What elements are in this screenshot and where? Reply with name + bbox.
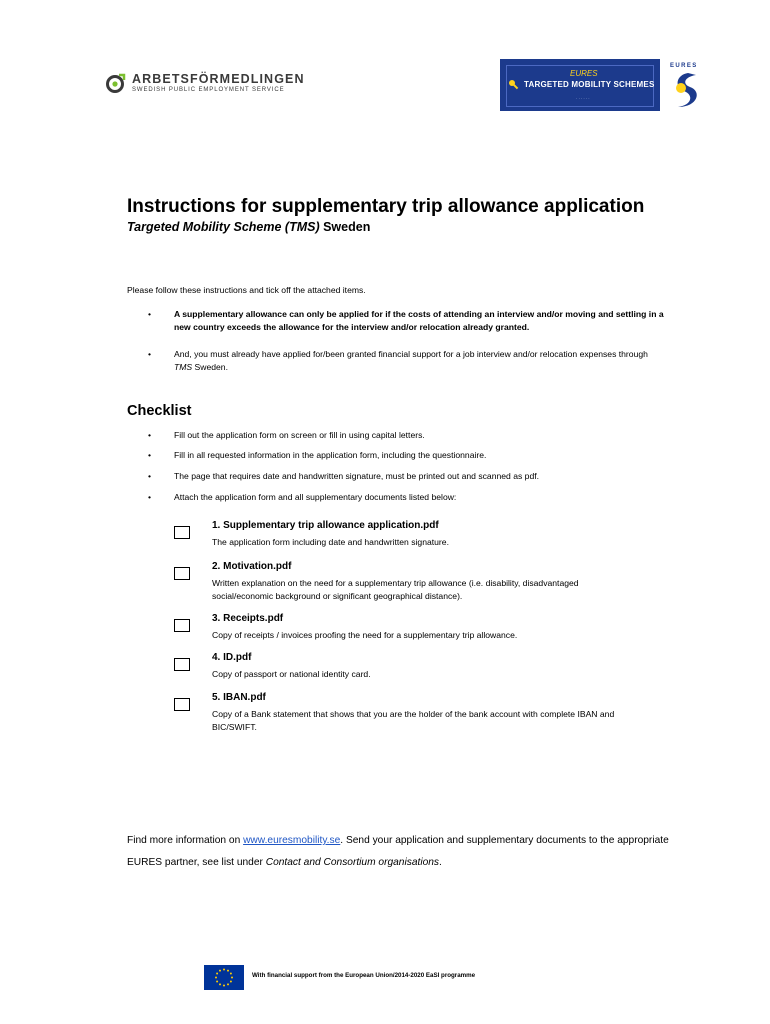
requirement-1: A supplementary allowance can only be applied for if the costs of attending an interview and/or moving and settling in a new country exceeds the allowance for the interview and/or relocation already granted. bbox=[174, 309, 664, 332]
subtitle-italic: Targeted Mobility Scheme (TMS) bbox=[127, 220, 320, 234]
item-name: 2. Motivation.pdf bbox=[212, 561, 292, 572]
checklist-heading: Checklist bbox=[127, 403, 192, 419]
checkbox-receipts[interactable] bbox=[174, 619, 190, 632]
item-name: 1. Supplementary trip allowance application.pdf bbox=[212, 520, 439, 531]
item-desc: Copy of receipts / invoices proofing the need for a supplementary trip allowance. bbox=[212, 630, 518, 640]
eures-banner-label: EURES bbox=[570, 69, 598, 78]
eures-brand-label: EURES bbox=[670, 63, 698, 69]
checkbox-iban[interactable] bbox=[174, 698, 190, 711]
item-desc: Copy of a Bank statement that shows that you are the holder of the bank account with complete IBAN and BIC/SWIFT. bbox=[212, 709, 615, 732]
checkbox-motivation[interactable] bbox=[174, 567, 190, 580]
eu-flag bbox=[204, 965, 244, 990]
arbetsformedlingen-logo bbox=[104, 70, 305, 96]
eures-brand bbox=[668, 61, 704, 109]
eures-mobility-link[interactable]: www.euresmobility.se bbox=[243, 835, 341, 846]
item-name: 3. Receipts.pdf bbox=[212, 613, 284, 624]
item-name: 4. ID.pdf bbox=[212, 652, 252, 663]
item-name: 5. IBAN.pdf bbox=[212, 692, 266, 703]
eures-logo bbox=[500, 59, 703, 111]
checkbox-application[interactable] bbox=[174, 526, 190, 539]
eures-banner-small: · · · · · · bbox=[576, 96, 590, 101]
eures-banner bbox=[500, 59, 660, 111]
eures-banner-title: TARGETED MOBILITY SCHEMES bbox=[524, 80, 655, 89]
key-icon bbox=[508, 79, 520, 91]
af-name: ARBETSFÖRMEDLINGEN bbox=[132, 71, 305, 86]
item-desc: The application form including date and handwritten signature. bbox=[212, 537, 449, 547]
page-title: Instructions for supplementary trip allowance application bbox=[127, 196, 645, 217]
eu-support-text: With financial support from the European Union/2014-2020 EaSI programme bbox=[252, 972, 476, 979]
af-subtitle: SWEDISH PUBLIC EMPLOYMENT SERVICE bbox=[132, 86, 285, 93]
item-desc: Written explanation on the need for a supplementary trip allowance (i.e. disability, disadvantaged social/economic background or significant geographical distance). bbox=[212, 578, 579, 601]
checkbox-id[interactable] bbox=[174, 658, 190, 671]
eu-stars-icon bbox=[204, 965, 244, 990]
requirement-2: And, you must already have applied for/been granted financial support for a job interview and/or relocation expenses through TMS Sweden. bbox=[174, 349, 648, 372]
arbetsformedlingen-mark-icon bbox=[104, 72, 126, 94]
more-info-text: Find more information on www.euresmobility.se. Send your application and supplementary documents to the appropriate EURES partner, see list under Contact and Consortium organisations. bbox=[127, 835, 669, 868]
intro-text: Please follow these instructions and tick off the attached items. bbox=[127, 285, 366, 295]
page-subtitle bbox=[127, 220, 370, 234]
subtitle-rest: Sweden bbox=[319, 220, 371, 234]
item-desc: Copy of passport or national identity card. bbox=[212, 669, 371, 679]
